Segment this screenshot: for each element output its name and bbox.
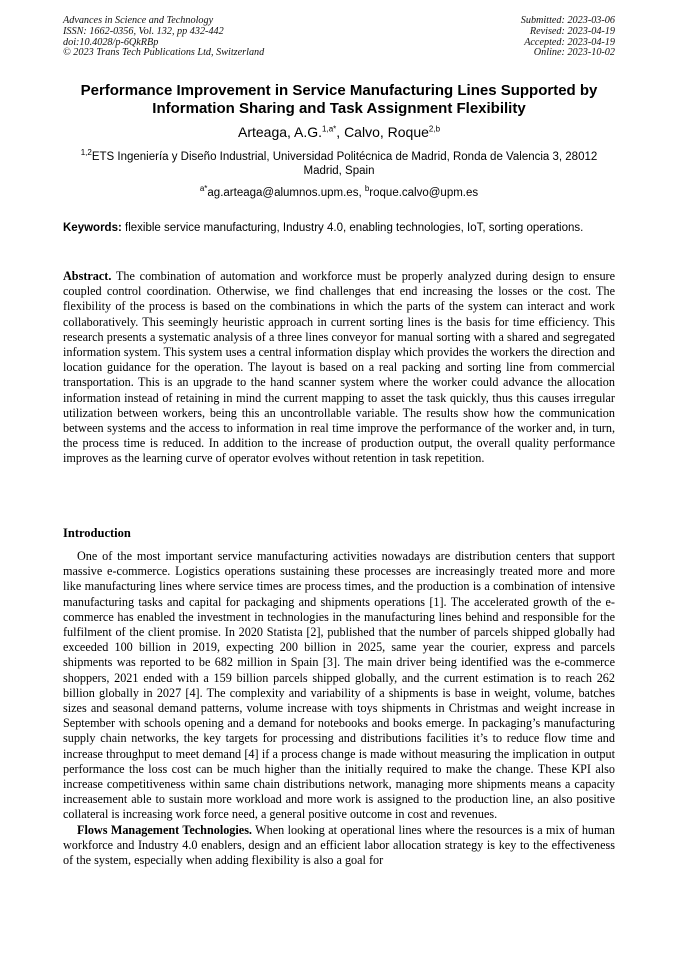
affiliation-text: ETS Ingeniería y Diseño Industrial, Universidad Politécnica de Madrid, Ronda de Valencia 3, 28012 Madrid, Spain (91, 151, 598, 177)
author-2: Calvo, Roque (344, 124, 429, 140)
affiliation-superscript: 1,2 (80, 148, 92, 158)
online-date: Online: 2023-10-02 (533, 47, 615, 59)
intro-paragraph-1: One of the most important service manufacturing activities nowadays are distribution centers that support massive e-commerce. Logistics operations sustaining these processes are increasingly treated more and more like manufacturing lines where service times are process times, and the production is a combination of intensive manufacturing tasks and capital for packaging and shipments operations [1]. The accelerated growth of the e-commerce has enabled the investment in technologies in the manufacturing lines behind and responsible for the fulfilment of the client promise. In 2020 Statista [2], published that the number of parcels shipped globally had exceeded 100 billion in 2019, expecting 200 billion in 2025, same year the courier, express and parcels shipments was reported to be 682 million in Spain [3]. The main driver being identified was the e-commerce shoppers, 2021 ended with a 159 billion parcels shipped globally, and the current estimation is to reach 262 billion globally in 2027 [4]. The complexity and variability of a shipments is base in weight, volume, batches sizes and seasonal demand patterns, volume increase with toys shipments in Christmas and weight increase in September with schools opening and a demand for notebooks and books emerge. In packaging’s manufacturing supply chain networks, the key targets for processing and distributions facilities it’s to reduce flow time and increase throughput to meet demand [4] if a process change is made without measuring the implication in output performance the loss cost can be much higher than the initially required to make the change. These KPI also increase competitiveness within same chain distributions network, managing more shipments means a capacity increasement able to sustain more workload and more work is assigned to the production line, an also positive collateral is increasing work force need, a general positive outcome in cost and revenues. (63, 549, 615, 822)
abstract-block (63, 269, 615, 467)
journal-info (63, 16, 264, 59)
email-b-superscript: b (364, 184, 370, 194)
issn-line: ISSN: 1662-0356, Vol. 132, pp 432-442 (63, 25, 224, 37)
revised-date: Revised: 2023-04-19 (529, 25, 615, 37)
abstract-text: The combination of automation and workforce must be properly analyzed during design to ensure coupled control coordination. Otherwise, we find challenges that end increasing the losses or the cost. The flexibility of the process is based on the combinations in which the parts of the system can interact and work collaboratively. This seemingly heuristic approach in current sorting lines is the basis for time efficiency. This research presents a systematic analysis of a three lines conveyor for manual sorting with a shared and segregated information system. This system uses a central information display which provides the workers the direction and location guidance for the operation. The layout is based on a real packing and sorting line from commercial transportation. This is an upgrade to the hand scanner system where the worker could advance the allocation information instead of retaining in mind the current mapping to asset the task quickly, thus this causes irregular utilization between workers, being this an uncontrollable variable. The results show how the communication between systems and the access to information in real time improve the performance of the worker and, in turn, the process time is reduced. In addition to the increase of production output, the overall quality performance improves as the learning curve of operator evolves without retention in task repetition. (63, 269, 616, 466)
email-b[interactable]: roque.calvo@upm.es (369, 187, 479, 199)
doi-line[interactable]: doi:10.4028/p-6QkRBp (63, 36, 159, 48)
email-line (40, 186, 638, 200)
author-1: Arteaga, A.G. (237, 124, 323, 140)
author-separator: , (336, 124, 345, 140)
introduction-heading: Introduction (63, 526, 131, 540)
accepted-date: Accepted: 2023-04-19 (524, 36, 615, 48)
flows-management-heading: Flows Management Technologies. (77, 822, 252, 837)
intro-paragraph-2 (63, 823, 615, 869)
intro-paragraph-2-text: When looking at operational lines where the resources is a mix of human workforce and Industry 4.0 enablers, design and an efficient labor allocation strategy is key to the effectiveness of the system, especially when adding flexibility is also a goal for (63, 822, 615, 868)
author-2-superscript: 2,b (428, 124, 441, 134)
author-line (40, 124, 638, 141)
keywords-label: Keywords: (63, 222, 122, 234)
copyright-line: © 2023 Trans Tech Publications Ltd, Switzerland (63, 47, 265, 59)
keywords-block (63, 221, 615, 235)
email-a-superscript: a* (199, 184, 208, 194)
keywords-text: flexible service manufacturing, Industry 4.0, enabling technologies, IoT, sorting operations. (125, 222, 584, 234)
introduction-body (63, 549, 615, 868)
abstract-label: Abstract. (63, 269, 112, 283)
author-1-superscript: 1,a* (322, 124, 337, 134)
journal-name: Advances in Science and Technology (63, 15, 214, 26)
email-separator: , (358, 187, 365, 199)
paper-title: Performance Improvement in Service Manufacturing Lines Supported by Information Sharing and Task Assignment Flexibility (80, 82, 598, 117)
publication-dates (521, 16, 615, 59)
submitted-date: Submitted: 2023-03-06 (520, 15, 615, 26)
affiliation (70, 150, 608, 178)
email-a[interactable]: ag.arteaga@alumnos.upm.es (207, 187, 359, 199)
